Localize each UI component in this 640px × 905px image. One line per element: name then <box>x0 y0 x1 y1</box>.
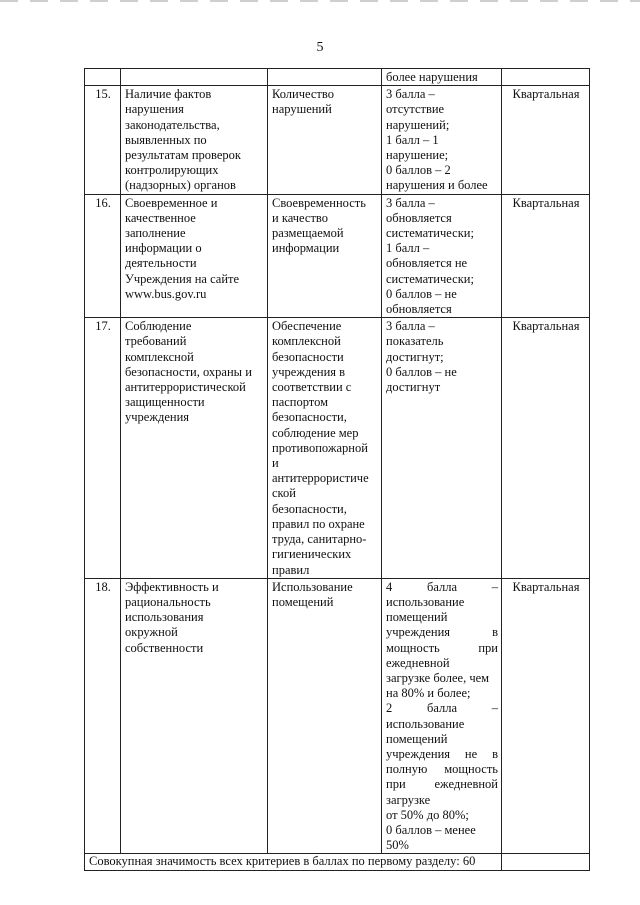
score-line: использование <box>386 594 465 609</box>
criterion-line: Наличие фактов <box>125 87 212 102</box>
score-line: помещений <box>386 610 448 625</box>
criterion-line: нарушения <box>125 102 184 117</box>
indicator-line: антитеррористиче <box>272 471 369 486</box>
criterion-cell <box>121 318 268 578</box>
criterion-line: выявленных по <box>125 132 207 147</box>
indicator-line: информации <box>272 241 340 256</box>
indicator-cell <box>268 578 382 854</box>
page-number: 5 <box>316 40 324 55</box>
periodicity-cell <box>502 69 590 86</box>
criterion-line: www.bus.gov.ru <box>125 286 207 301</box>
indicator-line: и <box>272 456 279 471</box>
score-line: систематически; <box>386 271 474 286</box>
criterion-cell <box>121 69 268 86</box>
score-cell <box>382 69 502 86</box>
criterion-line: использования <box>125 610 204 625</box>
indicator-cell <box>268 194 382 318</box>
indicator-line: ской <box>272 486 296 501</box>
criterion-line: учреждения <box>125 410 190 425</box>
indicator-line: паспортом <box>272 395 329 410</box>
row-number-cell: 16. <box>85 194 121 318</box>
score-line: ежедневной <box>386 655 450 670</box>
periodicity-cell: Квартальная <box>502 318 590 578</box>
score-line: загрузке более, чем <box>386 670 490 685</box>
score-line: нарушения и более <box>386 178 488 193</box>
periodicity-cell: Квартальная <box>502 86 590 194</box>
table-row <box>85 69 590 86</box>
criterion-line: антитеррористической <box>125 380 246 395</box>
indicator-line: размещаемой <box>272 226 344 241</box>
indicator-line: и качество <box>272 210 328 225</box>
criterion-line: (надзорных) органов <box>125 178 236 193</box>
score-line: 2 балла – <box>386 701 498 716</box>
score-cell <box>382 86 502 194</box>
criterion-line: собственности <box>125 640 204 655</box>
indicator-cell <box>268 318 382 578</box>
criterion-cell <box>121 194 268 318</box>
score-cell <box>382 318 502 578</box>
score-line: 0 баллов – 2 <box>386 163 451 178</box>
total-empty-cell <box>502 854 590 870</box>
criterion-cell <box>121 578 268 854</box>
criterion-line: деятельности <box>125 256 197 271</box>
row-number-cell: 15. <box>85 86 121 194</box>
score-line: при ежедневной <box>386 777 498 792</box>
score-line: нарушение; <box>386 148 449 163</box>
indicator-line: правил <box>272 562 310 577</box>
criterion-line: комплексной <box>125 349 194 364</box>
indicator-cell <box>268 86 382 194</box>
score-line: учреждения в <box>386 625 498 640</box>
score-line: 1 балл – <box>386 241 430 256</box>
criteria-table <box>84 68 590 871</box>
indicator-line: Своевременность <box>272 195 366 210</box>
indicator-line: помещений <box>272 594 334 609</box>
score-line: на 80% и более; <box>386 686 471 701</box>
top-scan-line <box>0 0 640 2</box>
criterion-line: Учреждения на сайте <box>125 271 240 286</box>
score-line: использование <box>386 716 465 731</box>
table-row <box>85 86 590 194</box>
score-line: 1 балл – 1 <box>386 132 439 147</box>
indicator-line: труда, санитарно- <box>272 532 367 547</box>
indicator-line: правил по охране <box>272 516 365 531</box>
score-line: показатель <box>386 334 444 349</box>
row-number-cell: 17. <box>85 318 121 578</box>
criterion-line: заполнение <box>125 226 186 241</box>
criterion-line: качественное <box>125 210 196 225</box>
score-line: более нарушения <box>386 70 478 84</box>
indicator-line: учреждения в <box>272 364 346 379</box>
indicator-line: нарушений <box>272 102 332 117</box>
indicator-line: безопасности, <box>272 501 347 516</box>
score-line: 3 балла – <box>386 195 435 210</box>
score-cell <box>382 578 502 854</box>
indicator-line: безопасности, <box>272 410 347 425</box>
criterion-line: окружной <box>125 625 178 640</box>
criterion-line: информации о <box>125 241 202 256</box>
periodicity-cell: Квартальная <box>502 578 590 854</box>
criterion-line: Соблюдение <box>125 319 192 334</box>
indicator-line: безопасности <box>272 349 344 364</box>
score-line: полную мощность <box>386 762 498 777</box>
criterion-line: безопасности, охраны и <box>125 364 252 379</box>
table-row <box>85 578 590 854</box>
score-line: систематически; <box>386 226 474 241</box>
score-cell <box>382 194 502 318</box>
indicator-line: соответствии с <box>272 380 352 395</box>
indicator-line: комплексной <box>272 334 341 349</box>
periodicity-cell: Квартальная <box>502 194 590 318</box>
criterion-cell <box>121 86 268 194</box>
score-line: достигнут; <box>386 349 444 364</box>
score-line: достигнут <box>386 380 441 395</box>
indicator-line: Использование <box>272 579 353 594</box>
score-line: помещений <box>386 731 448 746</box>
criterion-line: защищенности <box>125 395 205 410</box>
score-line: 0 баллов – не <box>386 364 457 379</box>
criterion-line: законодательства, <box>125 117 220 132</box>
score-line: 3 балла – <box>386 87 435 102</box>
score-line: учреждения не в <box>386 746 498 761</box>
row-number-cell: 18. <box>85 578 121 854</box>
total-summary-cell: Совокупная значимость всех критериев в баллах по первому разделу: 60 <box>85 854 502 870</box>
table-row <box>85 318 590 578</box>
score-line: обновляется <box>386 302 452 317</box>
indicator-line: гигиенических <box>272 547 352 562</box>
score-line: обновляется <box>386 210 452 225</box>
score-line: 4 балла – <box>386 579 498 594</box>
score-line: 0 баллов – менее <box>386 822 476 837</box>
criterion-line: рациональность <box>125 594 211 609</box>
indicator-line: Обеспечение <box>272 319 342 334</box>
score-line: отсутствие <box>386 102 445 117</box>
score-line: от 50% до 80%; <box>386 807 469 822</box>
score-line: нарушений; <box>386 117 450 132</box>
score-line: обновляется не <box>386 256 468 271</box>
criterion-line: Своевременное и <box>125 195 218 210</box>
indicator-line: соблюдение мер <box>272 425 359 440</box>
score-line: 50% <box>386 838 409 853</box>
score-line: 3 балла – <box>386 319 435 334</box>
table-row <box>85 854 590 870</box>
criterion-line: контролирующих <box>125 163 219 178</box>
table-row <box>85 194 590 318</box>
indicator-line: Количество <box>272 87 334 102</box>
indicator-line: противопожарной <box>272 440 368 455</box>
row-number-cell <box>85 69 121 86</box>
criterion-line: Эффективность и <box>125 579 219 594</box>
score-line: 0 баллов – не <box>386 286 457 301</box>
indicator-cell <box>268 69 382 86</box>
criterion-line: требований <box>125 334 187 349</box>
score-line: мощность при <box>386 640 498 655</box>
criterion-line: результатам проверок <box>125 148 241 163</box>
score-line: загрузке <box>386 792 431 807</box>
